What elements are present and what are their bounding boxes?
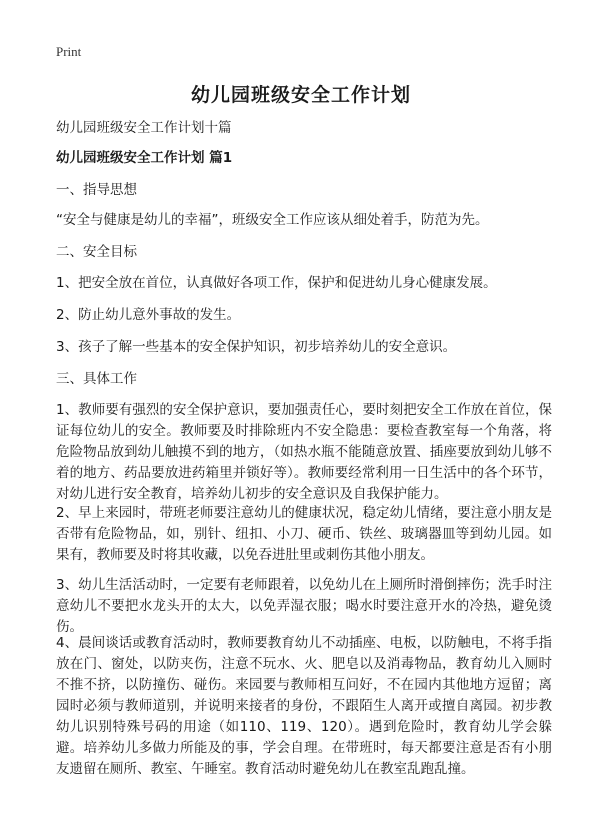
document-subtitle: 幼儿园班级安全工作计划十篇 [56,120,232,136]
goal-item-1: 1、把安全放在首位，认真做好各项工作，保护和促进幼儿身心健康发展。 [56,275,497,291]
work-paragraph-1: 1、教师要有强烈的安全保护意识，要加强责任心，要时刻把安全工作放在首位，保证每位幼儿的安全。教师要及时排除班内不安全隐患：要检查教室每一个角落，将危险物品放到幼儿触摸不到的地方，（如热水瓶不能随意放置、插座要放到幼儿够不着的地方、药品要放进药箱里并锁好等）。教师要经常利用一日生活中的各个环节，对幼儿进行安全教育，培养幼儿初步的安全意识及自我保护能力。 [56,402,552,502]
work-paragraph-2: 2、早上来园时，带班老师要注意幼儿的健康状况，稳定幼儿情绪，要注意小朋友是否带有危险物品，如，别针、纽扣、小刀、硬币、铁丝、玻璃器皿等到幼儿园。如果有，教师要及时将其收藏，以免吞进肚里或刺伤其他小朋友。 [56,505,552,563]
heading-specific-work: 三、具体工作 [56,371,137,387]
section-heading: 幼儿园班级安全工作计划 篇1 [56,150,233,166]
document-title: 幼儿园班级安全工作计划 [190,84,411,106]
print-label: Print [56,44,82,59]
heading-safety-goals: 二、安全目标 [56,244,137,260]
goal-item-3: 3、孩子了解一些基本的安全保护知识，初步培养幼儿的安全意识。 [56,339,457,355]
guiding-text: “安全与健康是幼儿的幸福”，班级安全工作应该从细处着手，防范为先。 [56,212,489,228]
work-paragraph-4: 4、晨间谈话或教育活动时，教师要教育幼儿不动插座、电板，以防触电，不将手指放在门、窗处，以防夹伤，注意不玩水、火、肥皂以及消毒物品，教育幼儿入厕时不推不挤，以防撞伤、碰伤。来园要与教师相互问好，不在园内其他地方逗留；离园时必须与教师道别，并说明来接者的身份，不跟陌生人离开或擅自离园。初步教幼儿识别特殊号码的用途（如110、119、120）。遇到危险时，教育幼儿学会躲避。培养幼儿多做力所能及的事，学会自理。在带班时，每天都要注意是否有小朋友遗留在厕所、教室、午睡室。教育活动时避免幼儿在教室乱跑乱撞。 [56,635,552,777]
goal-item-2: 2、防止幼儿意外事故的发生。 [56,307,241,323]
work-paragraph-3: 3、幼儿生活活动时，一定要有老师跟着，以免幼儿在上厕所时滑倒摔伤；洗手时注意幼儿不要把水龙头开的太大，以免弄湿衣服；喝水时要注意开水的冷热，避免烫伤。 [56,577,552,635]
heading-guiding-ideology: 一、指导思想 [56,182,137,198]
